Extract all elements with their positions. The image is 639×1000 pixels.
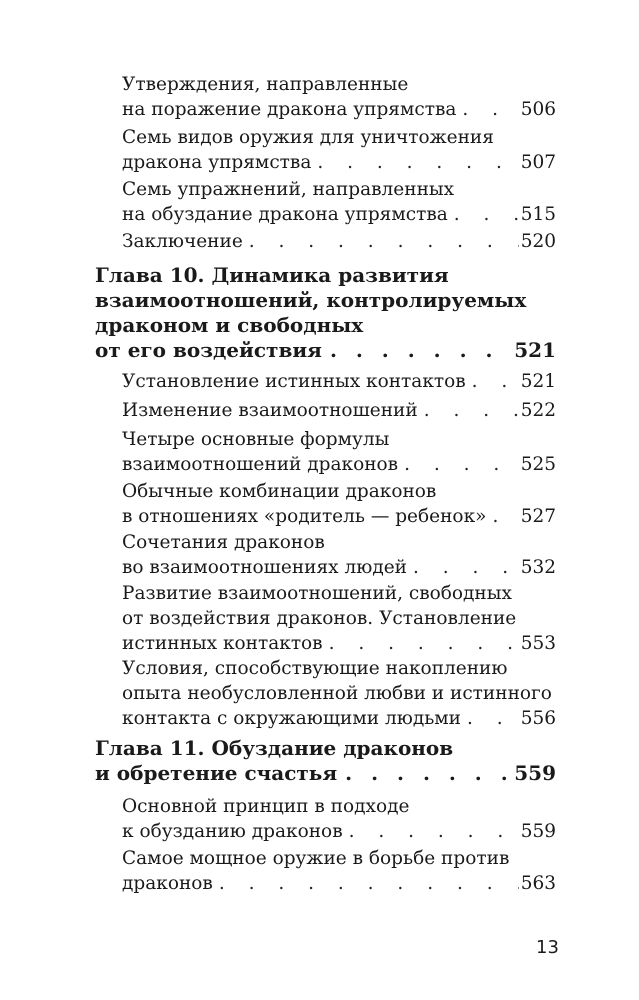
leader-dots [329, 631, 519, 656]
toc-entry-text: в отношениях «родитель — ребенок» [122, 506, 487, 527]
leader-dots [349, 819, 519, 844]
toc-page-number: 506 [520, 99, 556, 120]
toc-entry [122, 177, 556, 227]
leader-dots [492, 504, 518, 529]
chapter-title-text: Глава 11. Обуздание драконов [95, 736, 454, 760]
toc-entry-text: Сочетания драконов [122, 532, 325, 553]
chapter-title-text: и обретение счастья [95, 761, 338, 785]
toc-page-number: 527 [520, 506, 556, 527]
toc-page-number: 556 [520, 708, 556, 729]
toc-entry [122, 479, 556, 529]
toc-chapter-heading [95, 736, 556, 786]
toc-page-number: 532 [520, 557, 556, 578]
toc-entry-text: Самое мощное оружие в борьбе против [122, 848, 510, 869]
toc-entry-text: Изменение взаимоотношений [122, 400, 418, 421]
toc-page-number: 559 [520, 821, 556, 842]
leader-dots [317, 150, 518, 175]
leader-dots [467, 706, 519, 731]
toc-entry [122, 794, 556, 844]
leader-dots [249, 229, 519, 254]
leader-dots [330, 338, 510, 363]
leader-dots [413, 555, 519, 580]
chapter-title-text: драконом и свободных [95, 313, 364, 337]
toc-entry-text: от воздействия драконов. Установление [122, 608, 517, 629]
toc-entry [122, 125, 556, 175]
toc-entry-text: драконов [122, 873, 213, 894]
toc-page-number: 521 [514, 338, 556, 362]
toc-entry-text: Условия, способствующие накоплению [122, 658, 508, 679]
toc-entry-text: контакта с окружающими людьми [122, 708, 461, 729]
chapter-title-text: Глава 10. Динамика развития [95, 263, 449, 287]
toc-entry [122, 427, 556, 477]
toc-page-number: 522 [520, 400, 556, 421]
toc-entry [122, 229, 556, 254]
toc-entry-text: во взаимоотношениях людей [122, 557, 407, 578]
toc-entry-text: к обузданию драконов [122, 821, 343, 842]
toc-entry-text: истинных контактов [122, 633, 323, 654]
toc-entry-text: на обуздание дракона упрямства [122, 204, 448, 225]
chapter-title-text: взаимоотношений, контролируемых [95, 288, 527, 312]
toc-entry-text: Семь видов оружия для уничтожения [122, 127, 494, 148]
chapter-title-text: от его воздействия [95, 338, 322, 362]
toc-entry-text: Утверждения, направленные [122, 74, 409, 95]
leader-dots [454, 202, 519, 227]
leader-dots [404, 452, 519, 477]
toc-page-number: 520 [520, 231, 556, 252]
toc-entry [122, 369, 556, 394]
toc-page-number: 521 [520, 371, 556, 392]
toc-entry-text: Основной принцип в подходе [122, 796, 410, 817]
toc-page-number: 563 [520, 873, 556, 894]
toc-entry [122, 72, 556, 122]
toc-entry [122, 581, 556, 656]
toc-page-number: 507 [520, 152, 556, 173]
toc-entry-text: Развитие взаимоотношений, свободных [122, 583, 512, 604]
toc-entry-text: дракона упрямства [122, 152, 312, 173]
leader-dots [472, 369, 519, 394]
leader-dots [219, 871, 519, 896]
toc-entry-text: на поражение дракона упрямства [122, 99, 457, 120]
toc-page-number: 515 [520, 204, 556, 225]
toc-entry-text: Семь упражнений, направленных [122, 179, 455, 200]
toc-chapter-heading [95, 263, 556, 363]
toc-page-number: 525 [520, 454, 556, 475]
toc-entry-text: взаимоотношений драконов [122, 454, 399, 475]
toc-entry-text: Обычные комбинации драконов [122, 481, 437, 502]
page-number: 13 [536, 937, 559, 958]
leader-dots [462, 97, 518, 122]
toc-entry [122, 656, 556, 731]
toc-entry-text: опыта необусловленной любви и истинного [122, 683, 552, 704]
leader-dots [345, 761, 510, 786]
toc-entry [122, 530, 556, 580]
leader-dots [424, 398, 519, 423]
toc-entry-text: Заключение [122, 231, 243, 252]
toc-entry-text: Установление истинных контактов [122, 371, 466, 392]
toc-page-number: 559 [514, 761, 556, 785]
toc-entry-text: Четыре основные формулы [122, 429, 390, 450]
toc-page-number: 553 [520, 633, 556, 654]
toc-entry [122, 846, 556, 896]
toc-entry [122, 398, 556, 423]
